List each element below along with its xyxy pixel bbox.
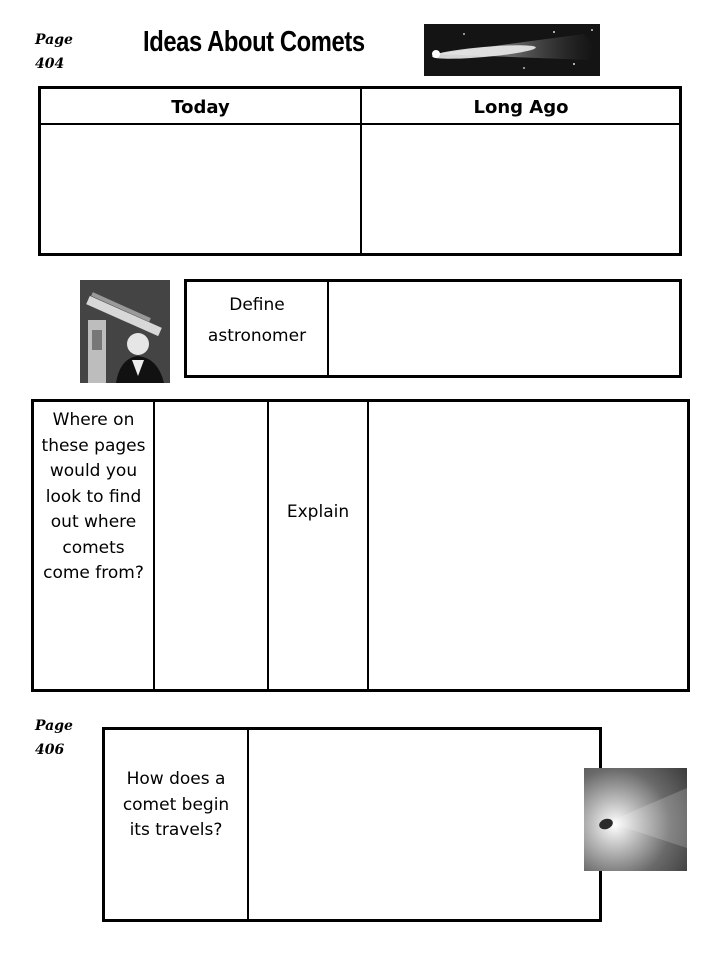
- define-answer-cell[interactable]: [329, 282, 679, 375]
- comet-tail-image: [424, 24, 600, 76]
- today-answer-cell[interactable]: [41, 125, 360, 253]
- page-label-top: [35, 28, 73, 76]
- page-label-bottom: [35, 714, 73, 762]
- long-ago-answer-cell[interactable]: [362, 125, 680, 253]
- page-word-bottom: Page: [35, 718, 73, 734]
- define-astronomer-box: [184, 279, 682, 378]
- page-word: Page: [35, 32, 73, 48]
- define-label-line1: Define: [229, 295, 285, 315]
- today-long-ago-table: [38, 86, 682, 256]
- define-label: [187, 290, 327, 352]
- travels-question: How does a comet begin its travels?: [122, 769, 230, 840]
- comet-travels-box: [102, 727, 602, 922]
- where-question: Where on these pages would you look to find out where comets come from?: [41, 410, 146, 583]
- page-number-bottom: 406: [35, 742, 65, 758]
- where-explain-table: [31, 399, 690, 692]
- where-divider-2: [267, 402, 269, 689]
- explain-label: Explain: [286, 502, 350, 522]
- page-title: Ideas About Comets: [143, 26, 365, 58]
- column-header-long-ago: Long Ago: [473, 97, 569, 118]
- travels-answer-cell[interactable]: [249, 730, 599, 919]
- column-header-today: Today: [171, 97, 230, 118]
- astronomer-photo: [80, 280, 170, 383]
- define-label-line2: astronomer: [207, 326, 307, 346]
- where-answer-cell[interactable]: [155, 402, 267, 689]
- comet-nucleus-image: [584, 768, 687, 871]
- page-number: 404: [35, 56, 65, 72]
- explain-answer-cell[interactable]: [369, 402, 687, 689]
